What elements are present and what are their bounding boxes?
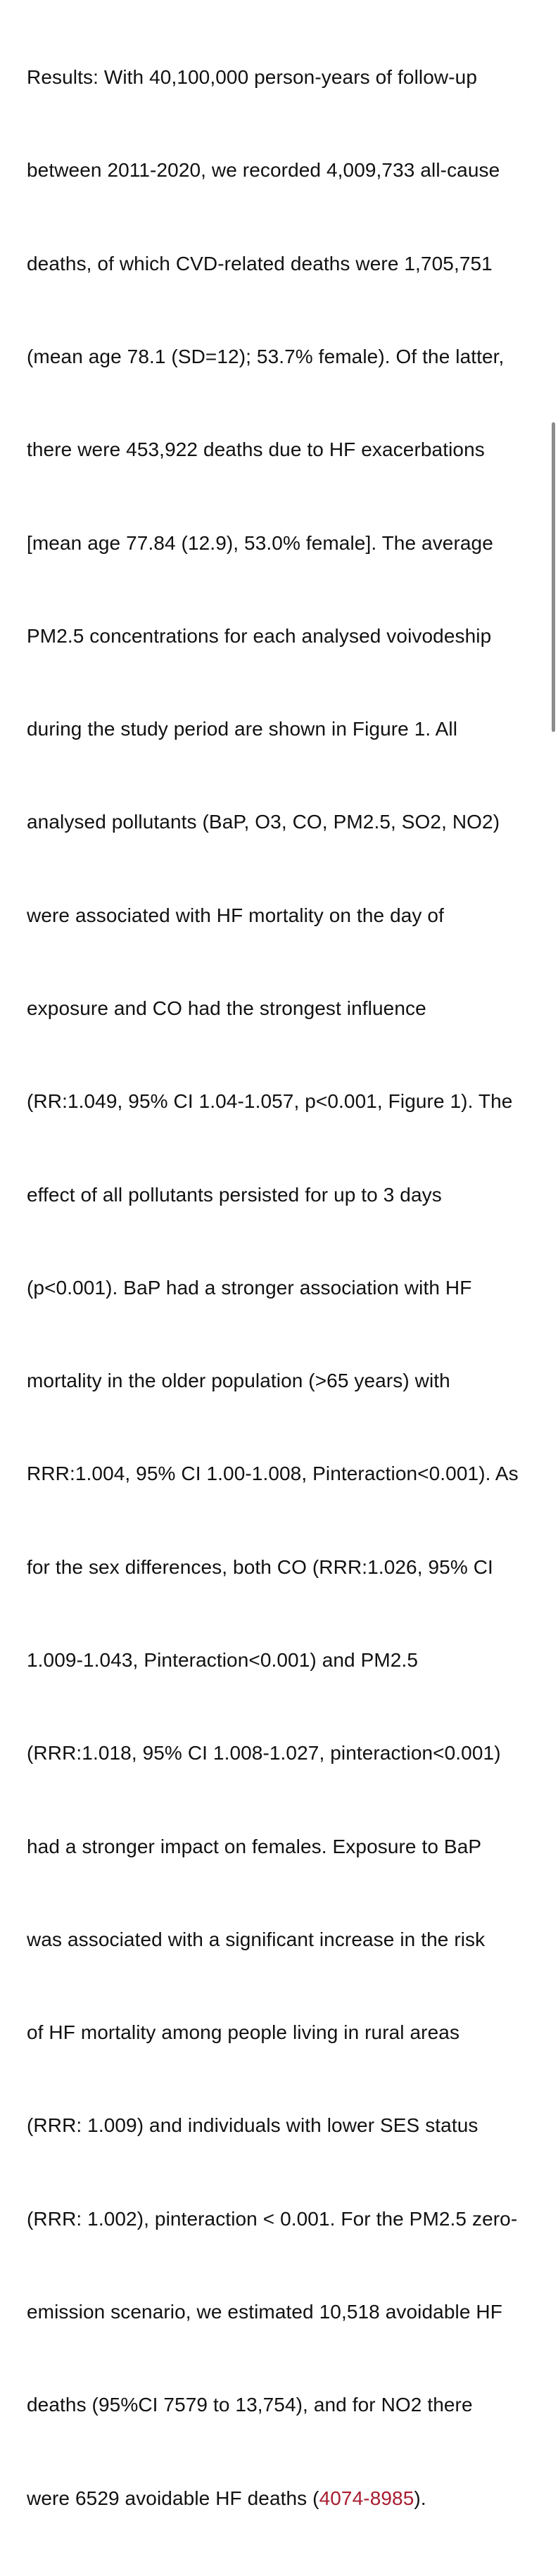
text-line: (RR:1.049, 95% CI 1.04-1.057, p<0.001, Figure 1). The bbox=[27, 1090, 513, 1113]
text-line: analysed pollutants (BaP, O3, CO, PM2.5, SO2, NO2) bbox=[27, 811, 500, 833]
text-line-last bbox=[27, 2483, 547, 2514]
text-line: RRR:1.004, 95% CI 1.00-1.008, Pinteraction<0.001). As bbox=[27, 1463, 519, 1485]
text-line: (p<0.001). BaP had a stronger association with HF bbox=[27, 1276, 472, 1299]
text-line: [mean age 77.84 (12.9), 53.0% female]. The average bbox=[27, 531, 493, 554]
text-line: (RRR: 1.002), pinteraction < 0.001. For the PM2.5 zero- bbox=[27, 2207, 518, 2230]
text-line: (mean age 78.1 (SD=12); 53.7% female). Of the latter, bbox=[27, 346, 505, 368]
text-line: deaths (95%CI 7579 to 13,754), and for NO2 there bbox=[27, 2394, 473, 2416]
text-line: Results: With 40,100,000 person-years of follow-up bbox=[27, 66, 477, 89]
text-line: there were 453,922 deaths due to HF exacerbations bbox=[27, 438, 485, 461]
text-line: exposure and CO had the strongest influence bbox=[27, 997, 426, 1019]
text-line: PM2.5 concentrations for each analysed voivodeship bbox=[27, 624, 492, 647]
text-line: effect of all pollutants persisted for up to 3 days bbox=[27, 1183, 442, 1206]
text-line: for the sex differences, both CO (RRR:1.026, 95% CI bbox=[27, 1555, 493, 1578]
text-line: 1.009-1.043, Pinteraction<0.001) and PM2.5 bbox=[27, 1648, 419, 1671]
text-line: emission scenario, we estimated 10,518 avoidable HF bbox=[27, 2300, 502, 2323]
text-line: had a stronger impact on females. Exposure to BaP bbox=[27, 1835, 482, 1857]
text-line: were associated with HF mortality on the day of bbox=[27, 904, 444, 926]
text-line: of HF mortality among people living in rural areas bbox=[27, 2021, 460, 2044]
last-line-prefix: were 6529 avoidable HF deaths ( bbox=[27, 2487, 319, 2509]
ci-range-link[interactable]: 4074-8985 bbox=[319, 2487, 414, 2509]
last-line-suffix: ). bbox=[414, 2487, 426, 2509]
results-paragraph bbox=[27, 0, 547, 2576]
text-line: (RRR:1.018, 95% CI 1.008-1.027, pinteraction<0.001) bbox=[27, 1742, 501, 1764]
text-line: mortality in the older population (>65 years) with bbox=[27, 1370, 450, 1392]
text-line: was associated with a significant increase in the risk bbox=[27, 1928, 486, 1950]
text-line: deaths, of which CVD-related deaths were 1,705,751 bbox=[27, 252, 493, 274]
text-line: between 2011-2020, we recorded 4,009,733 all-cause bbox=[27, 159, 500, 182]
vertical-scrollbar[interactable] bbox=[552, 422, 555, 732]
text-line: during the study period are shown in Figure 1. All bbox=[27, 718, 458, 740]
text-line: (RRR: 1.009) and individuals with lower SES status bbox=[27, 2114, 478, 2137]
